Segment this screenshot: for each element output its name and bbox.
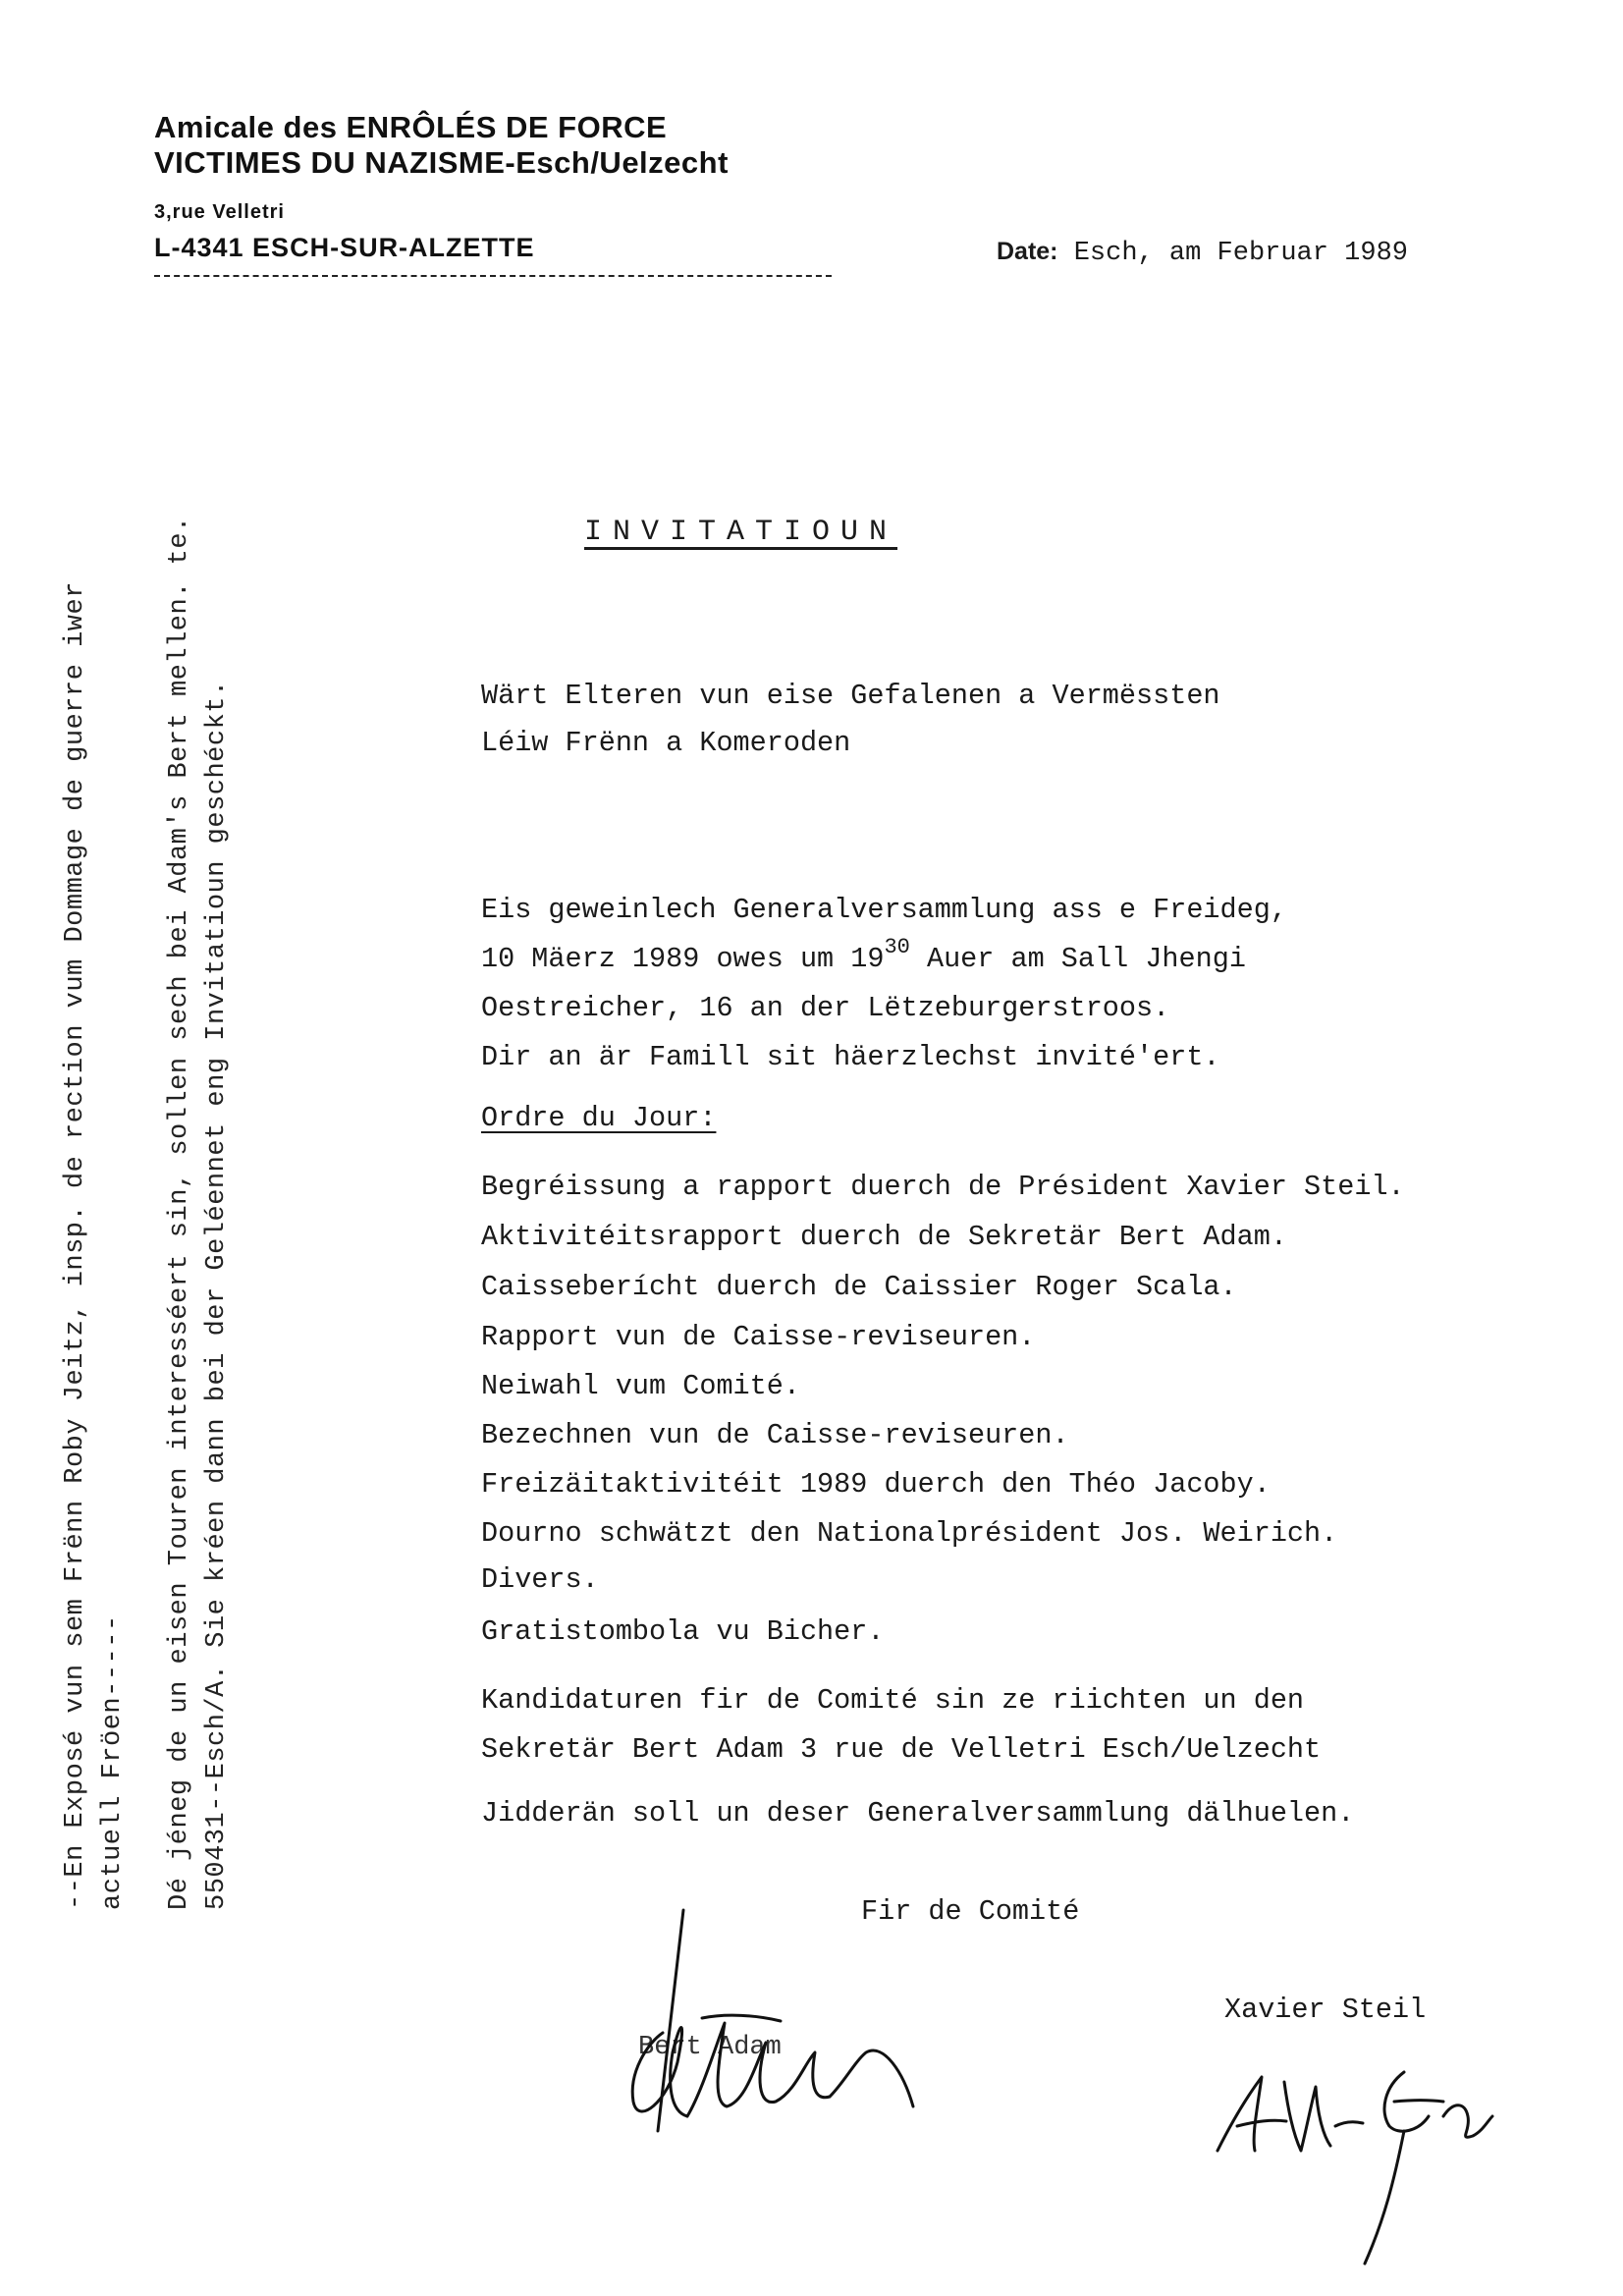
agenda-heading: Ordre du Jour: [481, 1102, 717, 1134]
margin-note-2: actuell Fröen----- [98, 1614, 128, 1910]
signatory-left-name: Bert Adam [638, 2033, 782, 2062]
letter-title: INVITATIOUN [584, 516, 898, 549]
letterhead-divider [154, 275, 832, 277]
date-value: Esch, am Februar 1989 [1073, 239, 1408, 268]
closing-phrase: Fir de Comité [861, 1895, 1080, 1928]
agenda-item: Gratistombola vu Bicher. [481, 1615, 885, 1648]
candidatures-line-2: Sekretär Bert Adam 3 rue de Velletri Esch/Uelzecht [481, 1733, 1322, 1766]
margin-note-3: Dé jéneg de un eisen Touren interesséert sin, sollen sech bei Adam's Bert mellen. te. [165, 516, 194, 1910]
time-superscript: 30 [884, 935, 910, 959]
agenda-item: Caisseberícht duerch de Caissier Roger Scala. [481, 1271, 1237, 1303]
signature-left-graphic [609, 1905, 923, 2151]
letterhead-org-line2: VICTIMES DU NAZISME-Esch/Uelzecht [154, 145, 729, 180]
signature-right-graphic [1208, 2043, 1502, 2278]
date-label: Date: [997, 238, 1058, 265]
margin-note-1: --En Exposé vun sem Frënn Roby Jeitz, insp. de rection vum Dommage de guerre iwer [61, 581, 90, 1910]
agenda-item: Divers. [481, 1563, 599, 1596]
paragraph-line-1: Eis geweinlech Generalversammlung ass e Freideg, [481, 894, 1287, 926]
agenda-item: Bezechnen vun de Caisse-reviseuren. [481, 1419, 1069, 1451]
date-line [997, 238, 1408, 268]
letterhead-street: 3,rue Velletri [154, 201, 285, 223]
agenda-item: Aktivitéitsrapport duerch de Sekretär Bert Adam. [481, 1221, 1287, 1253]
salutation-line-1: Wärt Elteren vun eise Gefalenen a Vermëssten [481, 680, 1220, 712]
paragraph-line-3: Oestreicher, 16 an der Lëtzeburgerstroos. [481, 992, 1170, 1024]
letterhead-city: L-4341 ESCH-SUR-ALZETTE [154, 233, 535, 262]
candidatures-line-1: Kandidaturen fir de Comité sin ze riichten un den [481, 1684, 1305, 1717]
letterhead-org-line1: Amicale des ENRÔLÉS DE FORCE [154, 110, 668, 144]
signatory-right-name: Xavier Steil [1224, 1994, 1427, 2026]
paragraph-line-4: Dir an är Famill sit häerzlechst invité'ert. [481, 1041, 1220, 1073]
closing-note: Jidderän soll un deser Generalversammlung dälhuelen. [481, 1797, 1355, 1830]
agenda-item: Rapport vun de Caisse-reviseuren. [481, 1321, 1036, 1353]
margin-note-4: 550431--Esch/A. Sie kréen dann bei der Geléennet eng Invitatioun geschéckt. [202, 680, 232, 1910]
paragraph-line-2-end: Auer am Sall Jhengi [909, 943, 1246, 975]
paragraph-line-2-start: 10 Mäerz 1989 owes um 19 [481, 943, 885, 975]
agenda-item: Neiwahl vum Comité. [481, 1370, 800, 1402]
salutation-line-2: Léiw Frënn a Komeroden [481, 727, 851, 759]
agenda-item: Freizäitaktivitéit 1989 duerch den Théo Jacoby. [481, 1468, 1271, 1501]
agenda-item: Begréissung a rapport duerch de Président Xavier Steil. [481, 1171, 1405, 1203]
agenda-item: Dourno schwätzt den Nationalprésident Jos. Weirich. [481, 1517, 1338, 1550]
paragraph-line-2 [481, 935, 1246, 975]
